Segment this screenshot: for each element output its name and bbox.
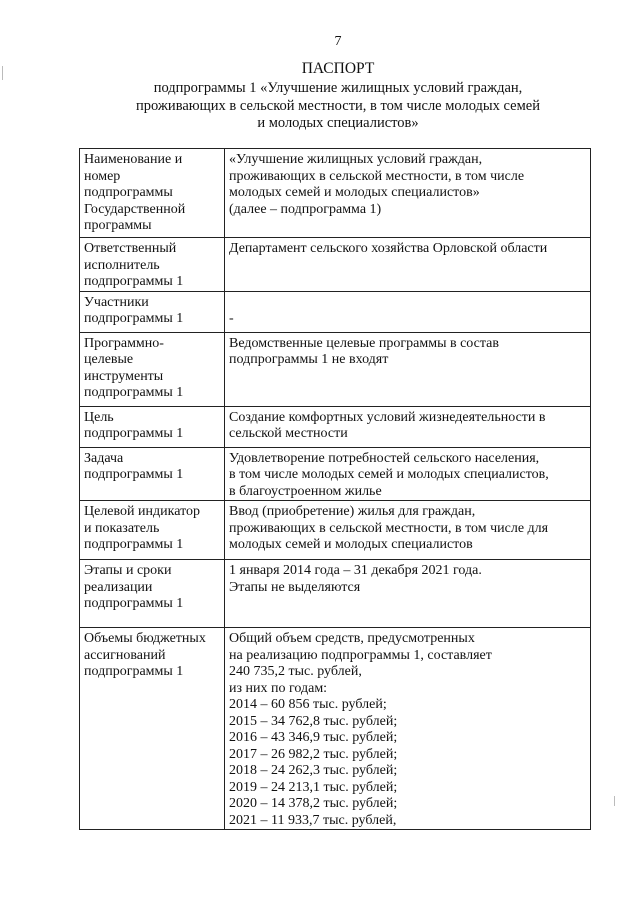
row-value-cell <box>225 291 591 332</box>
row-label-line: подпрограммы 1 <box>84 311 184 326</box>
row-value-line: «Улучшение жилищных условий граждан, <box>229 152 483 167</box>
row-label-line: подпрограммы 1 <box>84 596 184 611</box>
row-value-line: 240 735,2 тыс. рублей, <box>229 664 362 679</box>
row-label-line: подпрограммы 1 <box>84 467 184 482</box>
row-value-line: проживающих в сельской местности, в том числе <box>229 168 525 184</box>
row-value-cell <box>225 332 591 406</box>
row-label-cell <box>80 560 225 628</box>
row-label-cell <box>80 406 225 447</box>
row-value-line: подпрограммы 1 не входят <box>229 352 389 367</box>
row-value-line: проживающих в сельской местности, в том числе для <box>229 520 549 536</box>
table-row <box>80 238 591 292</box>
row-label-line: Государственной <box>84 201 186 217</box>
row-label-cell <box>80 332 225 406</box>
row-label-line: реализации <box>84 579 153 595</box>
row-value-line <box>229 295 586 312</box>
table-row <box>80 149 591 238</box>
row-label-line: подпрограммы <box>84 185 173 200</box>
scan-artifact-left <box>2 66 3 80</box>
row-value-cell <box>225 560 591 628</box>
subtitle-line: проживающих в сельской местности, в том числе молодых семей <box>136 97 540 114</box>
row-value-line: 2019 – 24 213,1 тыс. рублей; <box>229 779 398 795</box>
row-label-line: подпрограммы 1 <box>84 426 184 441</box>
table-row <box>80 501 591 560</box>
row-label-line: программы <box>84 218 152 233</box>
page-number: 7 <box>334 34 342 49</box>
scan-artifact-right <box>614 796 615 806</box>
row-value-line: из них по годам: <box>229 680 328 696</box>
row-label-line: Цель <box>84 409 114 425</box>
table-row <box>80 628 591 830</box>
row-value-cell <box>225 149 591 238</box>
row-label-line: подпрограммы 1 <box>84 664 184 679</box>
row-value-line: Ввод (приобретение) жилья для граждан, <box>229 504 476 519</box>
row-value-cell <box>225 628 591 830</box>
row-label-cell <box>80 238 225 292</box>
row-value-line: 2016 – 43 346,9 тыс. рублей; <box>229 730 398 745</box>
row-value-cell <box>225 501 591 560</box>
row-label-line: Этапы и сроки <box>84 563 172 578</box>
row-value-cell <box>225 447 591 501</box>
row-value-line: в благоустроенном жилье <box>229 483 382 499</box>
row-value-cell <box>225 238 591 292</box>
table-row <box>80 406 591 447</box>
row-value-line: 2014 – 60 856 тыс. рублей; <box>229 697 387 712</box>
row-value-line: на реализацию подпрограммы 1, составляет <box>229 647 492 663</box>
row-value-cell <box>225 406 591 447</box>
row-label-line: подпрограммы 1 <box>84 385 184 400</box>
row-label-cell <box>80 501 225 560</box>
passport-subtitle <box>100 80 576 133</box>
row-value-line: 1 января 2014 года – 31 декабря 2021 года. <box>229 563 482 578</box>
row-label-line: Задача <box>84 450 124 466</box>
table-row <box>80 332 591 406</box>
passport-title: ПАСПОРТ <box>301 60 375 77</box>
row-value-line: 2021 – 11 933,7 тыс. рублей, <box>229 812 397 828</box>
row-value-line: молодых семей и молодых специалистов <box>229 537 473 552</box>
row-value-line: 2017 – 26 982,2 тыс. рублей; <box>229 746 398 762</box>
row-value-line: молодых семей и молодых специалистов» <box>229 185 480 200</box>
row-value-line: 2020 – 14 378,2 тыс. рублей; <box>229 796 398 811</box>
row-value-line: - <box>229 311 234 326</box>
row-label-line: инструменты <box>84 368 164 384</box>
row-value-line: Удовлетворение потребностей сельского населения, <box>229 450 540 466</box>
row-label-line: Ответственный <box>84 241 177 256</box>
row-value-line: 2018 – 24 262,3 тыс. рублей; <box>229 763 398 778</box>
subtitle-line: подпрограммы 1 «Улучшение жилищных условий граждан, <box>153 80 523 96</box>
row-value-line: 2015 – 34 762,8 тыс. рублей; <box>229 713 398 729</box>
row-label-line: и показатель <box>84 520 160 536</box>
row-label-line: Участники <box>84 294 149 310</box>
subtitle-line: и молодых специалистов» <box>257 115 419 131</box>
row-label-line: целевые <box>84 352 134 367</box>
row-label-cell <box>80 447 225 501</box>
row-value-line: Ведомственные целевые программы в состав <box>229 335 499 351</box>
table-row <box>80 291 591 332</box>
row-label-line: Наименование и <box>84 152 183 167</box>
row-value-line: в том числе молодых семей и молодых специалистов, <box>229 467 549 482</box>
row-label-line: подпрограммы 1 <box>84 274 184 289</box>
row-value-line: Общий объем средств, предусмотренных <box>229 631 475 646</box>
row-label-line: исполнитель <box>84 257 160 273</box>
row-value-line: Создание комфортных условий жизнедеятельности в <box>229 409 546 425</box>
row-label-line: номер <box>84 168 121 184</box>
row-value-line: (далее – подпрограмма 1) <box>229 201 382 217</box>
table-row <box>80 560 591 628</box>
row-label-line: Программно- <box>84 335 164 351</box>
row-label-cell <box>80 291 225 332</box>
row-label-line: Целевой индикатор <box>84 504 201 519</box>
row-label-cell <box>80 149 225 238</box>
row-label-line: ассигнований <box>84 647 166 663</box>
row-label-cell <box>80 628 225 830</box>
passport-table <box>79 148 591 830</box>
row-label-line: подпрограммы 1 <box>84 537 184 552</box>
table-row <box>80 447 591 501</box>
row-value-line: Департамент сельского хозяйства Орловской области <box>229 241 548 256</box>
row-value-line: Этапы не выделяются <box>229 579 361 595</box>
row-label-line: Объемы бюджетных <box>84 631 206 646</box>
row-value-line: сельской местности <box>229 426 348 441</box>
